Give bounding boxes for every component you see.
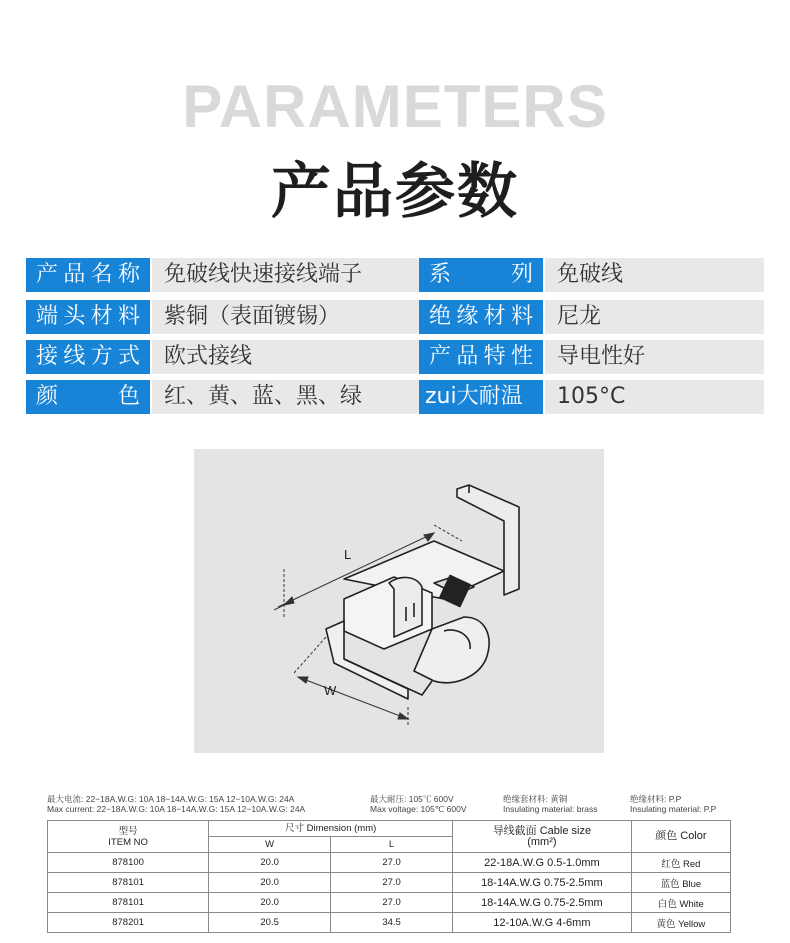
cell-item: 878101 (48, 873, 209, 893)
cell-item: 878101 (48, 893, 209, 913)
spec-table (47, 820, 731, 933)
cell-color: 黄色 Yellow (631, 913, 730, 933)
param-value: 105°C (545, 380, 764, 414)
connector-diagram (194, 449, 604, 753)
param-key: 产品特性 (419, 340, 543, 374)
cell-w: 20.5 (209, 913, 331, 933)
cell-cable: 12-10A.W.G 4-6mm (453, 913, 632, 933)
param-key: 端头材料 (26, 300, 150, 334)
table-row (48, 893, 731, 913)
note-insul-cn: 绝缘材料: P.P (630, 794, 682, 804)
col-color: 颜色 Color (631, 821, 730, 853)
param-key: 颜 色 (26, 380, 150, 414)
cell-color: 红色 Red (631, 853, 730, 873)
param-row (26, 300, 764, 334)
cell-cable: 18-14A.W.G 0.75-2.5mm (453, 893, 632, 913)
cell-color: 白色 White (631, 893, 730, 913)
cell-item: 878100 (48, 853, 209, 873)
col-cable-label: 导线截面 Cable size (492, 824, 592, 837)
cell-l: 27.0 (331, 853, 453, 873)
param-value: 尼龙 (545, 300, 764, 334)
table-row (48, 913, 731, 933)
col-dimension: 尺寸 Dimension (mm) (209, 821, 453, 837)
param-value: 导电性好 (545, 340, 764, 374)
note-sleeve-cn: 绝缘套材料: 黄铜 (503, 794, 568, 804)
note-current-en: Max current: 22−18A.W.G: 10A 18−14A.W.G: 15A 12−10A.W.G: 24A (47, 804, 306, 814)
col-w: W (209, 837, 331, 853)
note-current-cn: 最大电流: 22−18A.W.G: 10A 18−14A.W.G: 15A 12−10A.W.G: 24A (47, 794, 295, 804)
cell-item: 878201 (48, 913, 209, 933)
param-key: 接线方式 (26, 340, 150, 374)
note-sleeve-en: Insulating material: brass (503, 804, 598, 814)
col-item-en: ITEM NO (108, 836, 148, 848)
cell-l: 34.5 (331, 913, 453, 933)
cell-l: 27.0 (331, 893, 453, 913)
note-voltage-cn: 最大耐压: 105℃ 600V (370, 794, 454, 804)
param-value: 免破线快速接线端子 (152, 258, 433, 292)
cell-l: 27.0 (331, 873, 453, 893)
page-title-cn: 产品参数 (271, 157, 519, 227)
table-row (48, 853, 731, 873)
param-row (26, 380, 764, 414)
col-cable-unit: (mm²) (527, 835, 557, 848)
param-row (26, 340, 764, 374)
table-row (48, 873, 731, 893)
param-key: zui大耐温 (419, 380, 543, 414)
note-insul-en: Insulating material: P.P (630, 804, 717, 814)
param-value: 免破线 (545, 258, 764, 292)
param-value: 欧式接线 (152, 340, 433, 374)
cell-cable: 18-14A.W.G 0.75-2.5mm (453, 873, 632, 893)
dimension-w-label: W (324, 683, 337, 698)
param-value: 红、黄、蓝、黑、绿 (152, 380, 433, 414)
param-value: 紫铜（表面镀锡） (152, 300, 433, 334)
cell-w: 20.0 (209, 853, 331, 873)
col-item-cn: 型号 (118, 825, 138, 837)
dimension-l-label: L (344, 547, 352, 562)
param-key: 产品名称 (26, 258, 150, 292)
param-row (26, 258, 764, 292)
col-l: L (331, 837, 453, 853)
connector-drawing (194, 449, 604, 753)
col-item (48, 821, 209, 853)
col-cable (453, 821, 632, 853)
param-key: 绝缘材料 (419, 300, 543, 334)
cell-cable: 22-18A.W.G 0.5-1.0mm (453, 853, 632, 873)
cell-w: 20.0 (209, 873, 331, 893)
cell-w: 20.0 (209, 893, 331, 913)
note-voltage-en: Max voltage: 105℃ 600V (370, 804, 467, 814)
page-title-en: PARAMETERS (182, 73, 608, 140)
param-key: 系 列 (419, 258, 543, 292)
cell-color: 蓝色 Blue (631, 873, 730, 893)
